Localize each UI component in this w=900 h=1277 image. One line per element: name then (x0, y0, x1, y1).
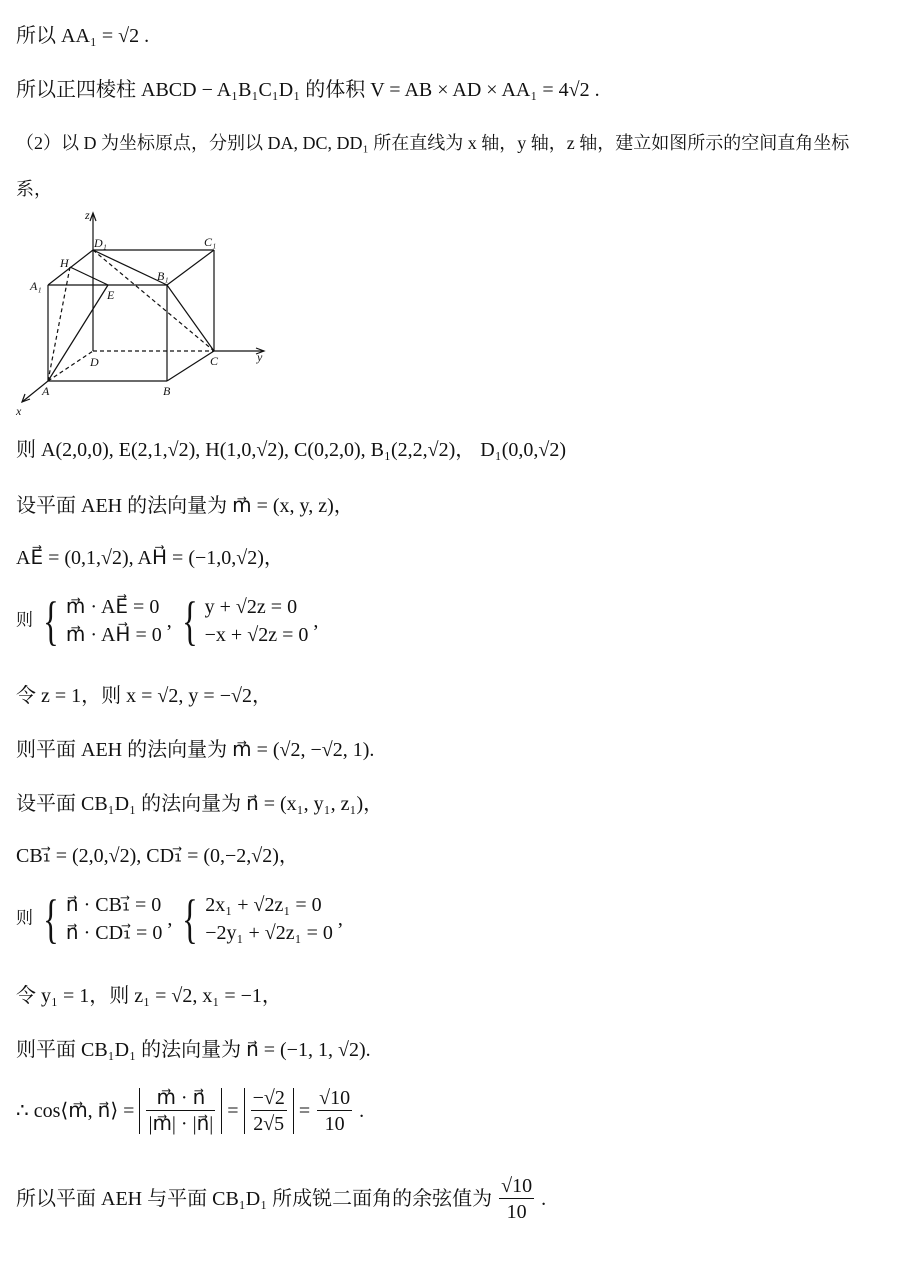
text-line-8: 令 z = 1，则 x = √2, y = −√2， (16, 685, 272, 707)
label-c1: C₁ (204, 235, 217, 249)
cos-frac3-den: 10 (324, 1113, 345, 1135)
label-d: D (90, 355, 99, 369)
cos-frac1-den: |m⃗| · |n⃗| (148, 1113, 214, 1135)
equation-system-2: 则 { n⃗ · CB₁⃗ = 0 n⃗ · CD₁⃗ = 0 , { 2x₁ + √2z₁ = 0 −2y₁ + √2z₁ = 0 , (16, 889, 343, 949)
cos-frac3-num: √10 (319, 1087, 351, 1109)
label-b: B (163, 384, 171, 398)
text-line-6: AE⃗ = (0,1,√2), AH⃗ = (−1,0,√2)， (16, 547, 284, 569)
system2-row1a: n⃗ · CB₁⃗ = 0 (65, 894, 162, 916)
text-line-11: CB₁⃗ = (2,0,√2), CD₁⃗ = (0,−2,√2)， (16, 845, 299, 867)
label-e: E (107, 288, 115, 302)
text-line-9: 则平面 AEH 的法向量为 m⃗ = (√2, −√2, 1). (16, 739, 375, 761)
cos-frac2-den: 2√5 (253, 1113, 285, 1135)
system1-row1a: m⃗ · AE⃗ = 0 (65, 596, 160, 618)
text-line-4: 则 A(2,0,0), E(2,1,√2), H(1,0,√2), C(0,2,0), B₁(2,2,√2)， D₁(0,0,√2) (16, 439, 566, 461)
system2-row1b: 2x₁ + √2z₁ = 0 (205, 894, 322, 916)
text-line-5: 设平面 AEH 的法向量为 m⃗ = (x, y, z)， (16, 495, 354, 517)
system1-row2a: m⃗ · AH⃗ = 0 (65, 624, 162, 646)
equation-system-1: 则 { m⃗ · AE⃗ = 0 m⃗ · AH⃗ = 0 , { y + √2z = 0 −x + √2z = 0 , (16, 591, 319, 651)
label-c: C (210, 354, 219, 368)
text-line-14: 则平面 CB₁D₁ 的法向量为 n⃗ = (−1, 1, √2). (16, 1039, 371, 1061)
system2-row2a: n⃗ · CD₁⃗ = 0 (65, 922, 163, 944)
cosine-equation: ∴ cos⟨m⃗, n⃗⟩ = $\frac{m⃗ \cdot n⃗}{|m⃗| \cdot |n⃗|}$ = $\frac{-√2}{2√5}$ = $\frac{√10}{10}$ . (16, 1087, 365, 1135)
label-a: A (42, 384, 50, 398)
conclusion-frac-num: √10 (501, 1175, 533, 1197)
conclusion-frac-den: 10 (506, 1201, 527, 1223)
edge-a-d-hidden (48, 351, 93, 381)
edge-b-c (167, 351, 214, 381)
cos-frac2-num: −√2 (252, 1087, 285, 1109)
system1-row2b: −x + √2z = 0 (204, 624, 309, 646)
text-line-3: （2）以 D 为坐标原点，分别以 DA, DC, DD₁ 所在直线为 x 轴，y 轴，z 轴，建立如图所示的空间直角坐标 (16, 133, 850, 153)
segment-a-e (48, 285, 108, 381)
label-h: H (60, 256, 69, 270)
label-d1: D₁ (94, 236, 107, 250)
cos-frac1-num: m⃗ · n⃗ (146, 1088, 215, 1111)
label-a1: A₁ (30, 279, 42, 293)
label-b1: B₁ (157, 269, 169, 283)
segment-h-e (70, 267, 108, 285)
edge-c1-b1 (167, 250, 214, 285)
label-x: x (16, 404, 22, 418)
label-z: z (85, 208, 90, 222)
text-line-10: 设平面 CB₁D₁ 的法向量为 n⃗ = (x₁, y₁, z₁)， (16, 793, 384, 815)
system2-row2b: −2y₁ + √2z₁ = 0 (205, 922, 333, 944)
text-line-13: 令 y₁ = 1，则 z₁ = √2, x₁ = −1， (16, 985, 282, 1007)
cuboid-figure (14, 205, 274, 420)
system1-row1b: y + √2z = 0 (204, 596, 298, 618)
text-line-2: 所以正四棱柱 ABCD − A₁B₁C₁D₁ 的体积 V = AB × AD × AA₁ = 4√2 . (16, 79, 600, 101)
conclusion-line: 所以平面 AEH 与平面 CB₁D₁ 所成锐二面角的余弦值为 $\frac{√10}{10}$ . (16, 1175, 547, 1223)
segment-d1-b1 (93, 250, 167, 285)
text-line-1: 所以 AA₁ = √2 . (16, 25, 150, 47)
text-line-3b: 系， (16, 179, 52, 199)
label-y: y (257, 350, 263, 364)
